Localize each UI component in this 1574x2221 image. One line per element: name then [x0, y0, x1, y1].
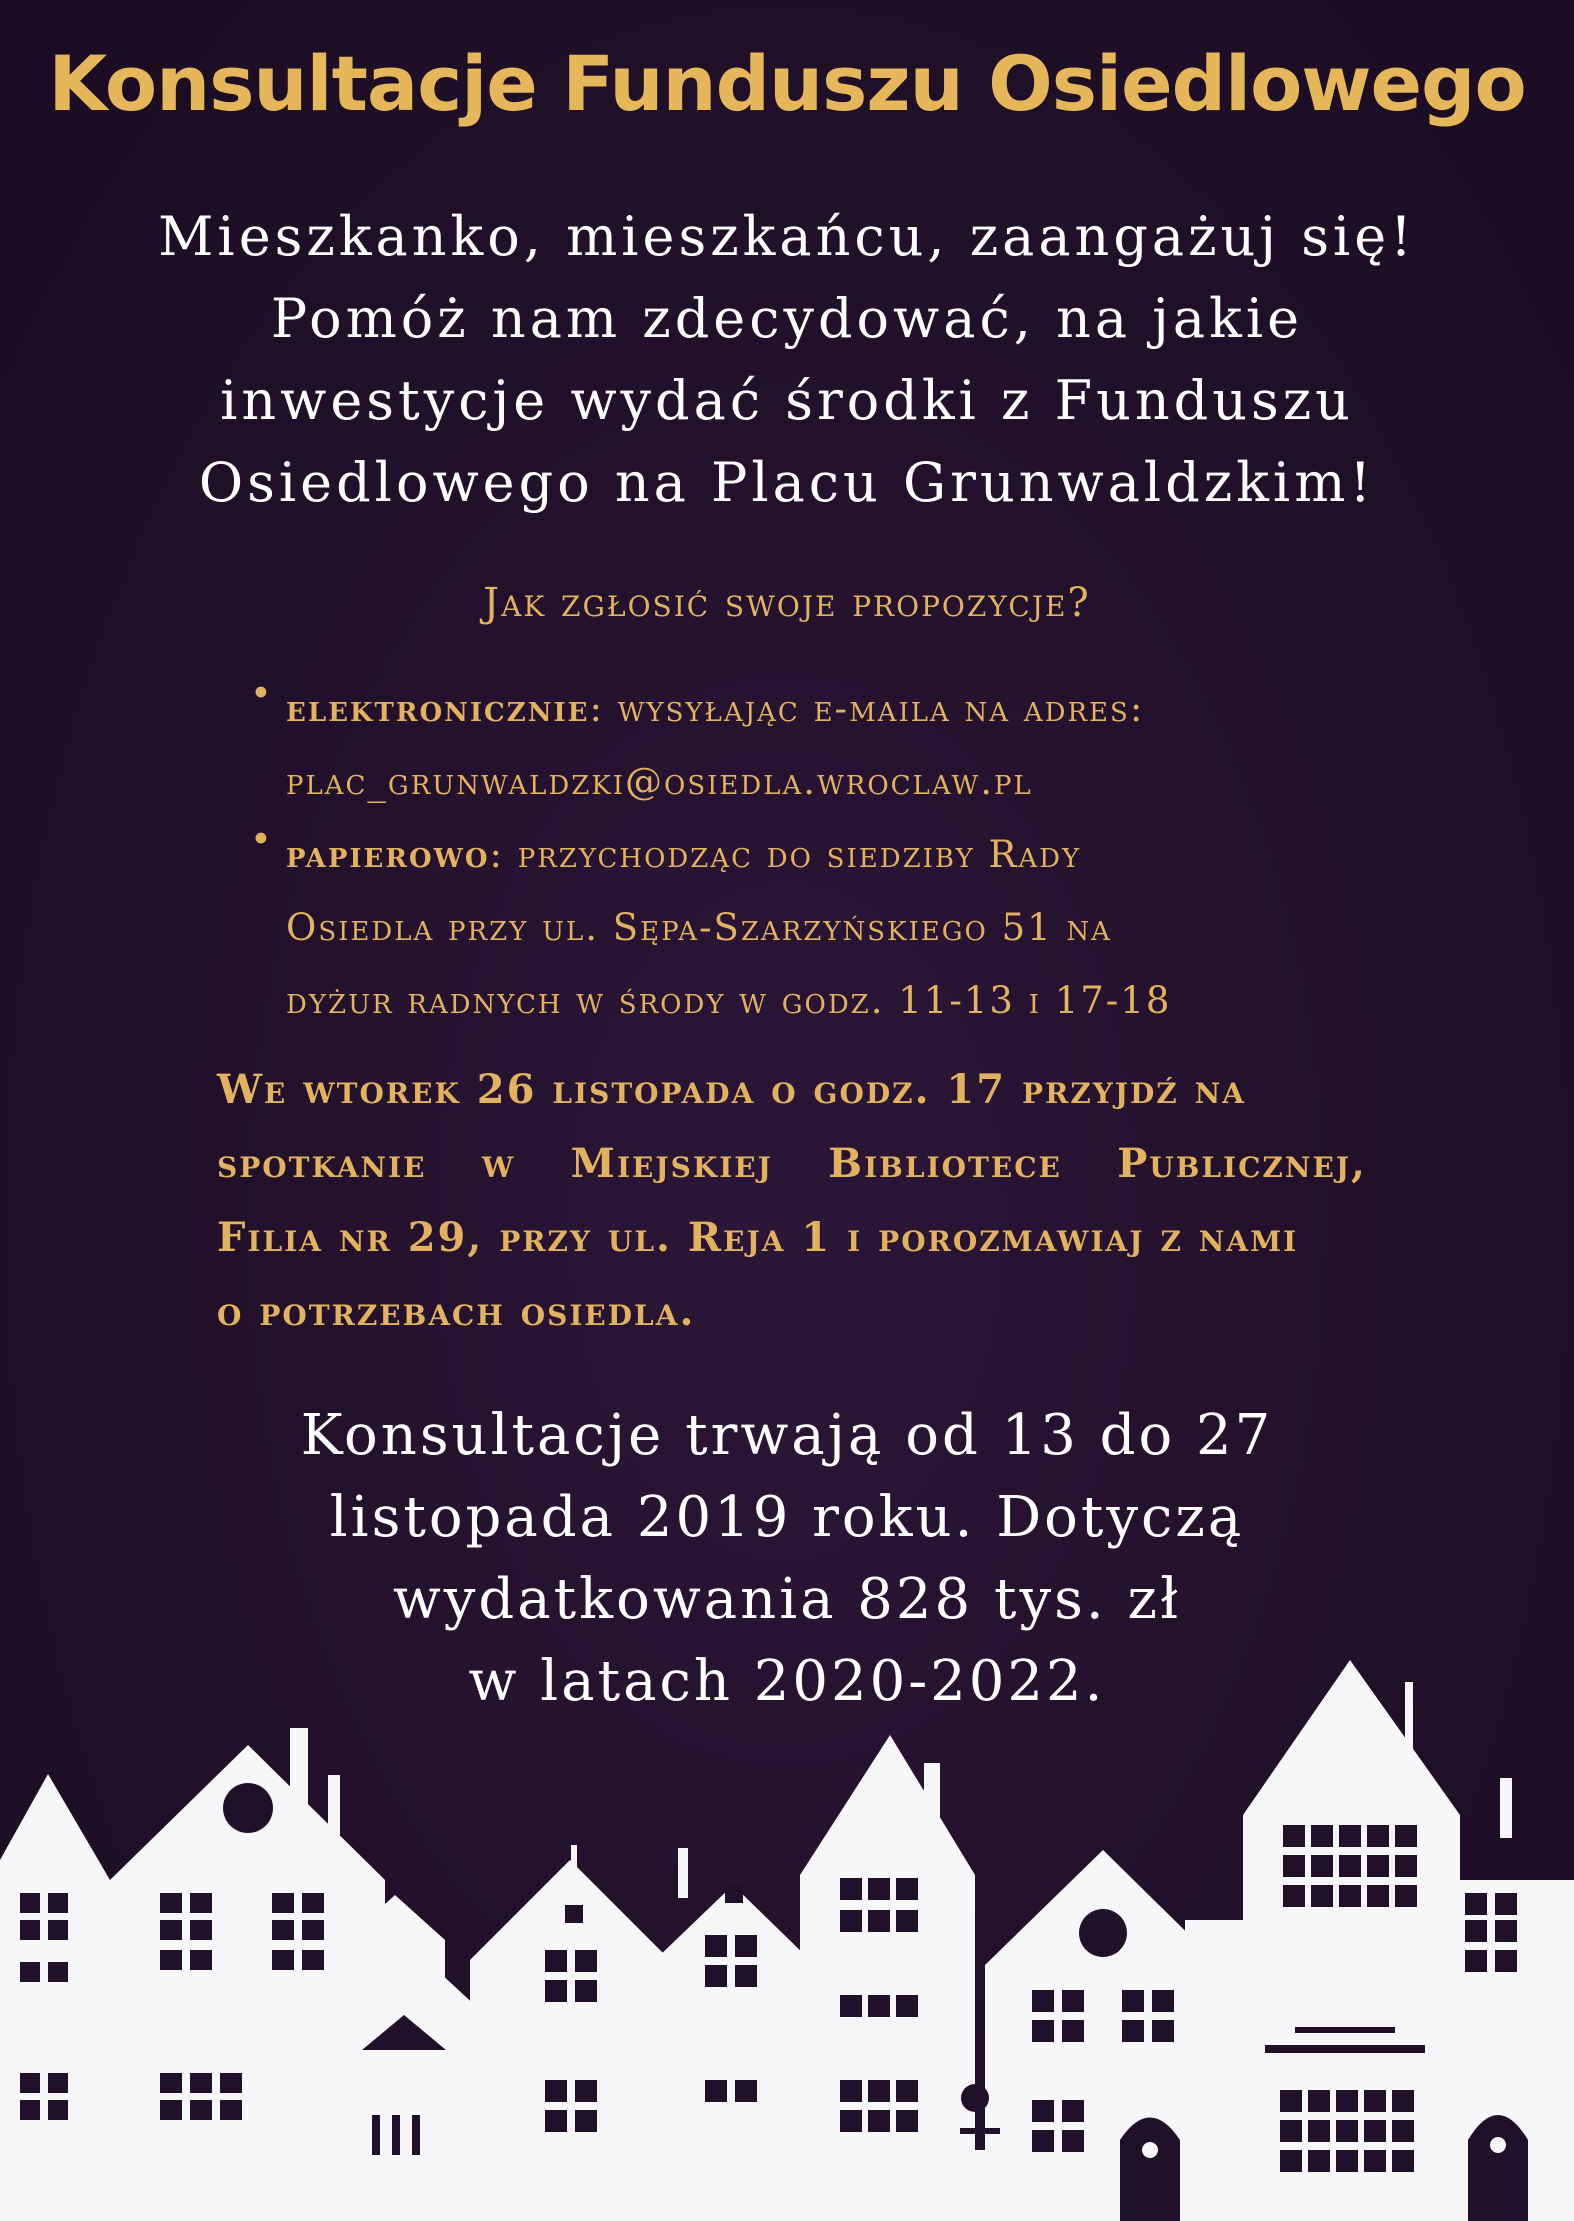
- poster-title: Konsultacje Funduszu Osiedlowego: [48, 39, 1526, 128]
- meeting-line-3: Filia nr 29, przy ul. Reja 1 i porozmawiaj z nami: [217, 1214, 1299, 1261]
- houses-skyline-illustration: [0, 1640, 1574, 2221]
- how-to-heading: Jak zgłosić swoje propozycje?: [483, 580, 1091, 626]
- submission-methods-list: [250, 672, 1400, 1037]
- meeting-word: Bibliotece: [828, 1140, 1062, 1187]
- intro-line-3: inwestycje wydać środki z Funduszu: [220, 369, 1354, 432]
- closing-line-1: Konsultacje trwają od 13 do 27: [300, 1403, 1274, 1468]
- intro-line-2: Pomóż nam zdecydować, na jakie: [270, 287, 1304, 350]
- method-paper-label: papierowo: [286, 832, 490, 876]
- meeting-line-1: We wtorek 26 listopada o godz. 17 przyjdź na: [217, 1066, 1246, 1113]
- method-electronic-desc: : wysyłając e-maila na adres:: [589, 687, 1145, 730]
- closing-line-2: listopada 2019 roku. Dotyczą: [329, 1485, 1245, 1550]
- meeting-word: spotkanie: [217, 1140, 427, 1187]
- intro-line-4: Osiedlowego na Placu Grunwaldzkim!: [198, 451, 1376, 514]
- email-address: plac_grunwaldzki@osiedla.wroclaw.pl: [286, 760, 1033, 803]
- meeting-word: Miejskiej: [570, 1140, 773, 1187]
- closing-line-3: wydatkowania 828 tys. zł: [392, 1567, 1182, 1632]
- method-paper-line-3: dyżur radnych w środy w godz. 11-13 i 17-18: [286, 979, 1172, 1022]
- method-paper: [250, 818, 1400, 1037]
- intro-line-1: Mieszkanko, mieszkańcu, zaangażuj się!: [158, 205, 1416, 268]
- meeting-line-4: o potrzebach osiedla.: [217, 1288, 696, 1335]
- meeting-word: Publicznej,: [1117, 1140, 1367, 1187]
- method-electronic-line-1: [286, 672, 1400, 745]
- meeting-info: [217, 1053, 1367, 1349]
- meeting-word: w: [481, 1140, 516, 1187]
- method-electronic: [250, 672, 1400, 818]
- meeting-line-2: [217, 1127, 1367, 1201]
- method-paper-line-2: Osiedla przy ul. Sępa-Szarzyńskiego 51 na: [286, 906, 1112, 949]
- intro-text: [60, 196, 1514, 524]
- method-electronic-label: elektronicznie: [286, 686, 590, 730]
- method-paper-desc: : przychodząc do siedziby Rady: [489, 833, 1082, 876]
- closing-line-4: w latach 2020-2022.: [468, 1649, 1106, 1714]
- method-paper-line-1: [286, 818, 1400, 891]
